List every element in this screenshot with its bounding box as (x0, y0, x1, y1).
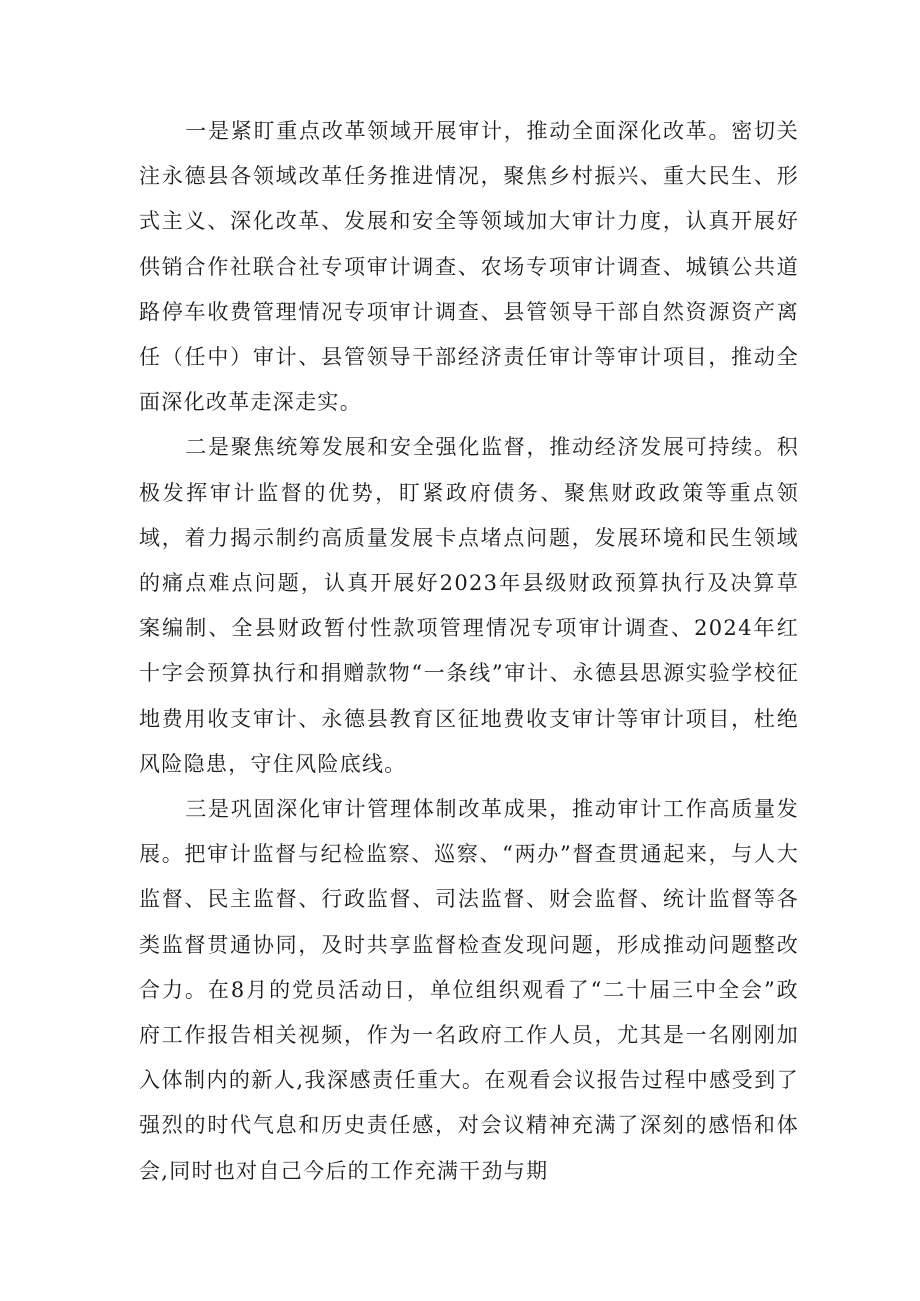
paragraph-audit-system-reform: 三是巩固深化审计管理体制改革成果，推动审计工作高质量发展。把审计监督与纪检监察、巡察、“两办”督查贯通起来，与人大监督、民主监督、行政监督、司法监督、财会监督、统计监督等各类监督贯通协同，及时共享监督检查发现问题，形成推动问题整改合力。在8月的党员活动日，单位组织观看了“二十届三中全会”政府工作报告相关视频，作为一名政府工作人员，尤其是一名刚刚加入体制内的新人,我深感责任重大。在观看会议报告过程中感受到了强烈的时代气息和历史责任感，对会议精神充满了深刻的感悟和体会,同时也对自己今后的工作充满干劲与期 (139, 797, 799, 1183)
paragraph-development-security: 二是聚焦统筹发展和安全强化监督，推动经济发展可持续。积极发挥审计监督的优势，盯紧政府债务、聚焦财政政策等重点领域，着力揭示制约高质量发展卡点堵点问题，发展环境和民生领域的痛点难点问题，认真开展好2023年县级财政预算执行及决算草案编制、全县财政暂付性款项管理情况专项审计调查、2024年红十字会预算执行和捐赠款物“一条线”审计、永德县思源实验学校征地费用收支审计、永德县教育区征地费收支审计等审计项目，杜绝风险隐患，守住风险底线。 (139, 435, 799, 776)
paragraph-reform-audit: 一是紧盯重点改革领域开展审计，推动全面深化改革。密切关注永德县各领域改革任务推进情况，聚焦乡村振兴、重大民生、形式主义、深化改革、发展和安全等领域加大审计力度，认真开展好供销合作社联合社专项审计调查、农场专项审计调查、城镇公共道路停车收费管理情况专项审计调查、县管领导干部自然资源资产离任（任中）审计、县管领导干部经济责任审计等审计项目，推动全面深化改革走深走实。 (139, 119, 799, 415)
document-body (139, 109, 799, 1194)
